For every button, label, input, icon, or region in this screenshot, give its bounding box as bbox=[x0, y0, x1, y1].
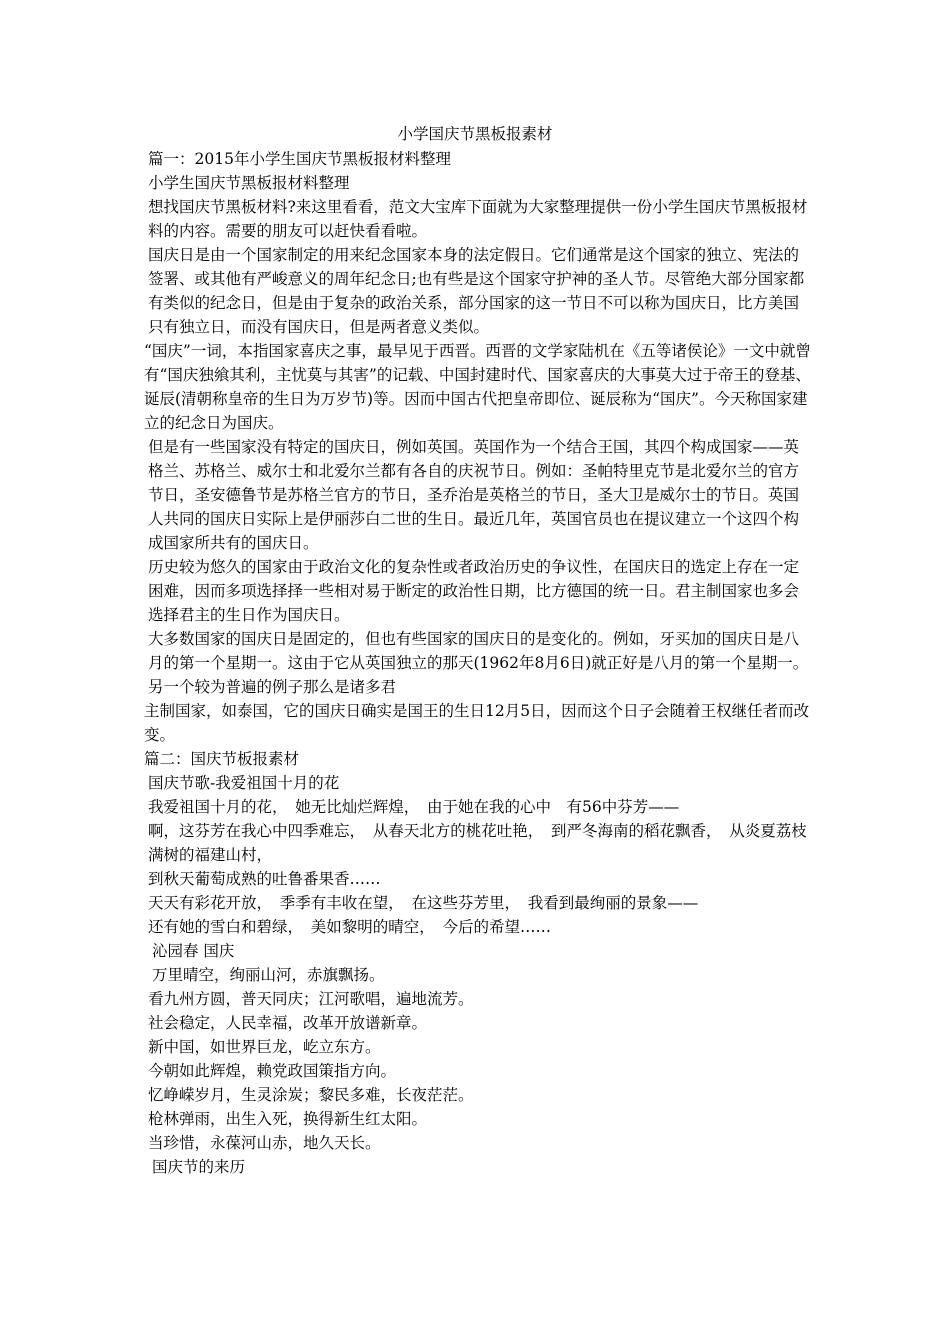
paragraph: “国庆”一词，本指国家喜庆之事，最早见于西晋。西晋的文学家陆机在《五等诸侯论》一文中就曾有“国庆独飨其利，主忧莫与其害”的记载、中国封建时代、国家喜庆的大事莫大过于帝王的登基、诞辰(清朝称皇帝的生日为万岁节)等。因而中国古代把皇帝即位、诞辰称为“国庆”。今天称国家建立的纪念日为国庆。 bbox=[144, 342, 811, 432]
paragraph: 历史较为悠久的国家由于政治文化的复杂性或者政治历史的争议性，在国庆日的选定上存在一定困难，因而多项选择择一些相对易于断定的政治性日期，比方德国的统一日。君主制国家也多会选择君主的生日作为国庆日。 bbox=[148, 558, 800, 624]
poem-line: 枪林弹雨，出生入死，换得新生红太阳。 bbox=[148, 1110, 428, 1128]
paragraph: 国庆日是由一个国家制定的用来纪念国家本身的法定假日。它们通常是这个国家的独立、宪法的签署、或其他有严峻意义的周年纪念日;也有些是这个国家守护神的圣人节。尽管绝大部分国家都有类似的纪念日，但是由于复杂的政治关系，部分国家的这一节日不可以称为国庆日，比方美国只有独立日，而没有国庆日，但是两者意义类似。 bbox=[148, 246, 805, 336]
paragraph: 主制国家，如泰国，它的国庆日确实是国王的生日12月5日，因而这个日子会随着王权继任者而改变。 bbox=[144, 702, 810, 744]
poem-title: 沁园春 国庆 bbox=[152, 942, 235, 960]
subheading: 小学生国庆节黑板报材料整理 bbox=[148, 174, 350, 192]
poem-title: 国庆节歌-我爱祖国十月的花 bbox=[148, 774, 340, 792]
poem-line: 万里晴空，绚丽山河，赤旗飘扬。 bbox=[152, 966, 385, 984]
poem-line: 社会稳定，人民幸福，改革开放谱新章。 bbox=[148, 1014, 428, 1032]
poem-line: 到秋天葡萄成熟的吐鲁番果香…… bbox=[148, 870, 381, 888]
poem-line: 还有她的雪白和碧绿， 美如黎明的晴空， 今后的希望…… bbox=[148, 918, 552, 936]
poem-line: 啊，这芬芳在我心中四季难忘， 从春天北方的桃花吐艳， 到严冬海南的稻花飘香， 从炎夏荔枝满树的福建山村， bbox=[148, 822, 807, 864]
poem-line: 我爱祖国十月的花， 她无比灿烂辉煌， 由于她在我的心中 有56中芬芳—— bbox=[148, 798, 680, 816]
section-heading: 篇一：2015年小学生国庆节黑板报材料整理 bbox=[148, 150, 451, 168]
document-body bbox=[144, 147, 812, 1179]
paragraph: 想找国庆节黑板材料?来这里看看，范文大宝库下面就为大家整理提供一份小学生国庆节黑板报材料的内容。需要的朋友可以赶快看看啦。 bbox=[148, 198, 808, 240]
poem-line: 忆峥嵘岁月，生灵涂炭；黎民多难，长夜茫茫。 bbox=[148, 1086, 474, 1104]
subheading: 国庆节的来历 bbox=[152, 1158, 246, 1176]
poem-line: 当珍惜，永葆河山赤，地久天长。 bbox=[148, 1134, 381, 1152]
poem-line: 看九州方圆，普天同庆；江河歌唱，遍地流芳。 bbox=[148, 990, 474, 1008]
poem-line: 今朝如此辉煌，赖党政国策指方向。 bbox=[148, 1062, 397, 1080]
paragraph: 大多数国家的国庆日是固定的，但也有些国家的国庆日的是变化的。例如，牙买加的国庆日是八月的第一个星期一。这由于它从英国独立的那天(1962年8月6日)就正好是八月的第一个星期一。另一个较为普遍的例子那么是诸多君 bbox=[148, 630, 809, 696]
poem-line: 新中国，如世界巨龙，屹立东方。 bbox=[148, 1038, 381, 1056]
document-title: 小学国庆节黑板报素材 bbox=[397, 125, 553, 143]
poem-line: 天天有彩花开放， 季季有丰收在望， 在这些芬芳里， 我看到最绚丽的景象—— bbox=[148, 894, 699, 912]
section-heading: 篇二：国庆节板报素材 bbox=[144, 750, 300, 768]
paragraph: 但是有一些国家没有特定的国庆日，例如英国。英国作为一个结合王国，其四个构成国家——英格兰、苏格兰、威尔士和北爱尔兰都有各自的庆祝节日。例如：圣帕特里克节是北爱尔兰的官方节日，圣安德鲁节是苏格兰官方的节日，圣乔治是英格兰的节日，圣大卫是威尔士的节日。英国人共同的国庆日实际上是伊丽莎白二世的生日。最近几年，英国官员也在提议建立一个这四个构成国家所共有的国庆日。 bbox=[148, 438, 800, 552]
